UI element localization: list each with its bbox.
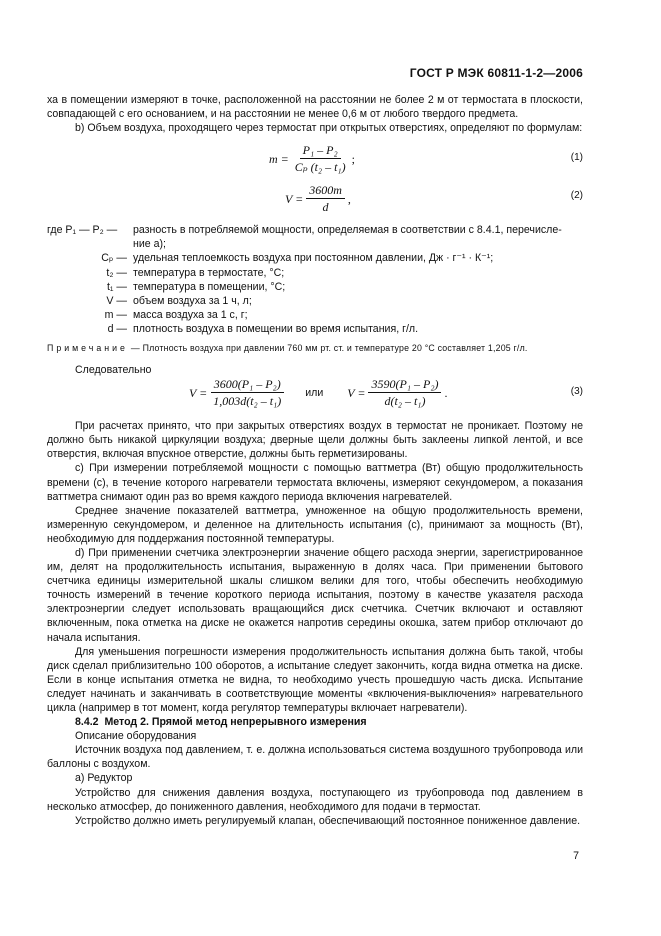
formula-denominator: Cₚ (t₂ – t₁) [294,160,346,175]
definition-symbol: V — [106,294,127,307]
paragraph: При расчетах принято, что при закрытых отверстиях воздух в термостат не проникает. Поэтому не должно быть никакой циркуляции воздуха; дверные щели должны быть заклеены липкой лентой, и все отверстия, включая впускное отверстие, должны быть герметизированы. [47,420,583,461]
definition-text: плотность воздуха в помещении во время испытания, г/л. [133,322,419,335]
formula-numerator: P₁ – P₂ [300,143,341,159]
formula-lhs: V = [285,191,304,206]
paragraph: Среднее значение показателей ваттметра, умноженное на общую продолжительность времени, измеренную секундомером, и деленное на длительность испытания (с), принимают за мощность (Вт), необходимую для поддержания постоянной температуры. [47,504,583,545]
paragraph: ха в помещении измеряют в точке, расположенной на расстоянии не более 2 м от термостата в плоскости, совпадающей с его основанием, и на расстоянии не менее 0,6 м от любого твердого предмета. [47,94,583,121]
formula-number: (1) [570,152,583,164]
formula-3 [47,377,583,413]
formula-fraction [306,183,345,214]
paragraph: Описание оборудования [75,730,197,743]
definition-symbol: m — [104,308,127,321]
definition-symbol: t₁ — [106,280,127,293]
paragraph: Для уменьшения погрешности измерения продолжительность испытания должна быть такой, чтобы диск сделал приблизительно 100 оборотов, а испытание следует закончить, когда видна отметка на диске. Если в конце испытания отметка не видна, то необходимо учесть прошедшую часть диска. Испытание следует начинать и заканчивать в соответствующие моменты «включения-выключения» нагревательного цикла (например в тот момент, когда регулятор температуры включает нагреватели). [47,645,583,714]
definition-row [47,294,583,308]
definition-text: ние а); [133,238,166,251]
definitions-list [47,223,583,336]
note [47,342,583,355]
paragraph: Устройство должно иметь регулируемый клапан, обеспечивающий постоянное пониженное давление. [75,814,581,827]
paragraph: Устройство для снижения давления воздуха, поступающего из трубопровода под давлением в несколько атмосфер, до пониженного давления, необходимого для подачи в термостат. [47,786,583,813]
definition-text: масса воздуха за 1 с, г; [133,308,248,321]
definition-text: разность в потребляемой мощности, определяемая в соответствии с 8.4.1, перечисле- [133,224,562,237]
definition-row [47,266,583,280]
definition-row [47,223,583,237]
page-number: 7 [573,850,579,862]
formula-or: или [305,386,324,399]
definition-row [47,237,583,251]
definition-symbol: t₂ — [106,266,127,279]
paragraph: d) При применении счетчика электроэнергии значение общего расхода энергии, зарегистрированное им, делят на продолжительность испытания, выраженную в долях часа. При применении бытового счетчика единицы измерительной шкалы слишком велики для того, чтобы обеспечить необходимую точность измерений в течение короткого периода испытания, поэтому в качестве указателя расхода электроэнергии следует использовать вращающийся диск счетчика. Счетчик включают и оставляют включенным, пока отметка на диске не окажется напротив середины окошка, затем прибор отключают до начала испытания. [47,546,583,644]
section-heading [47,715,583,729]
definition-symbol: где P₁ — P₂ — [47,224,118,237]
definition-row [47,280,583,294]
definition-text: объем воздуха за 1 ч, л; [133,294,252,307]
formula-lhs: V = [189,385,208,400]
formula-tail: ; [351,151,355,166]
formula-lhs: m = [269,151,289,166]
paragraph: b) Объем воздуха, проходящего через термостат при открытых отверстиях, определяют по формулам: [75,122,583,135]
formula-numerator: 3590(P₁ – P₂) [368,377,441,393]
formula-denominator: d(t₂ – t₁) [384,394,426,409]
note-text: — Плотность воздуха при давлении 760 мм рт. ст. и температуре 20 °С составляет 1,205 г/л. [130,343,528,354]
section-title: Метод 2. Прямой метод непрерывного измерения [104,716,367,729]
formula-fraction [210,377,284,408]
definition-row [47,322,583,336]
definition-row [47,251,583,265]
formula-2 [47,181,583,221]
formula-fraction [368,377,441,408]
definition-row [47,308,583,322]
formula-tail: . [444,385,448,400]
formula-numerator: 3600(P₁ – P₂) [211,377,284,393]
paragraph: Следовательно [75,364,152,377]
document-header: ГОСТ Р МЭК 60811-1-2—2006 [409,66,583,80]
formula-fraction [292,143,349,174]
formula-lhs: V = [347,385,366,400]
formula-number: (3) [570,386,583,398]
document-body [47,93,583,828]
definition-symbol: Cₚ — [101,252,127,265]
formula-denominator: 1,003d(t₂ – t₁) [213,394,282,409]
note-label: Примечание [47,343,128,354]
section-number: 8.4.2 [75,716,99,729]
formula-numerator: 3600m [306,183,345,199]
definition-text: температура в помещении, °С; [133,280,286,293]
definition-text: температура в термостате, °С; [133,266,285,279]
definition-symbol: d — [107,322,127,335]
formula-tail: , [347,191,351,206]
formula-1 [47,139,583,179]
paragraph: а) Редуктор [75,772,133,785]
formula-denominator: d [322,200,329,215]
formula-number: (2) [570,190,583,202]
paragraph: Источник воздуха под давлением, т. е. должна использоваться система воздушного трубопровода или баллоны с воздухом. [47,744,583,771]
paragraph: c) При измерении потребляемой мощности с помощью ваттметра (Вт) общую продолжительность времени (с), в течение которого нагреватели термостата включены, измеряют секундомером, а показания ваттметра снимают один раз во время каждого периода включения нагревателей. [47,462,583,503]
definition-text: удельная теплоемкость воздуха при постоянном давлении, Дж · г⁻¹ · К⁻¹; [133,252,494,265]
